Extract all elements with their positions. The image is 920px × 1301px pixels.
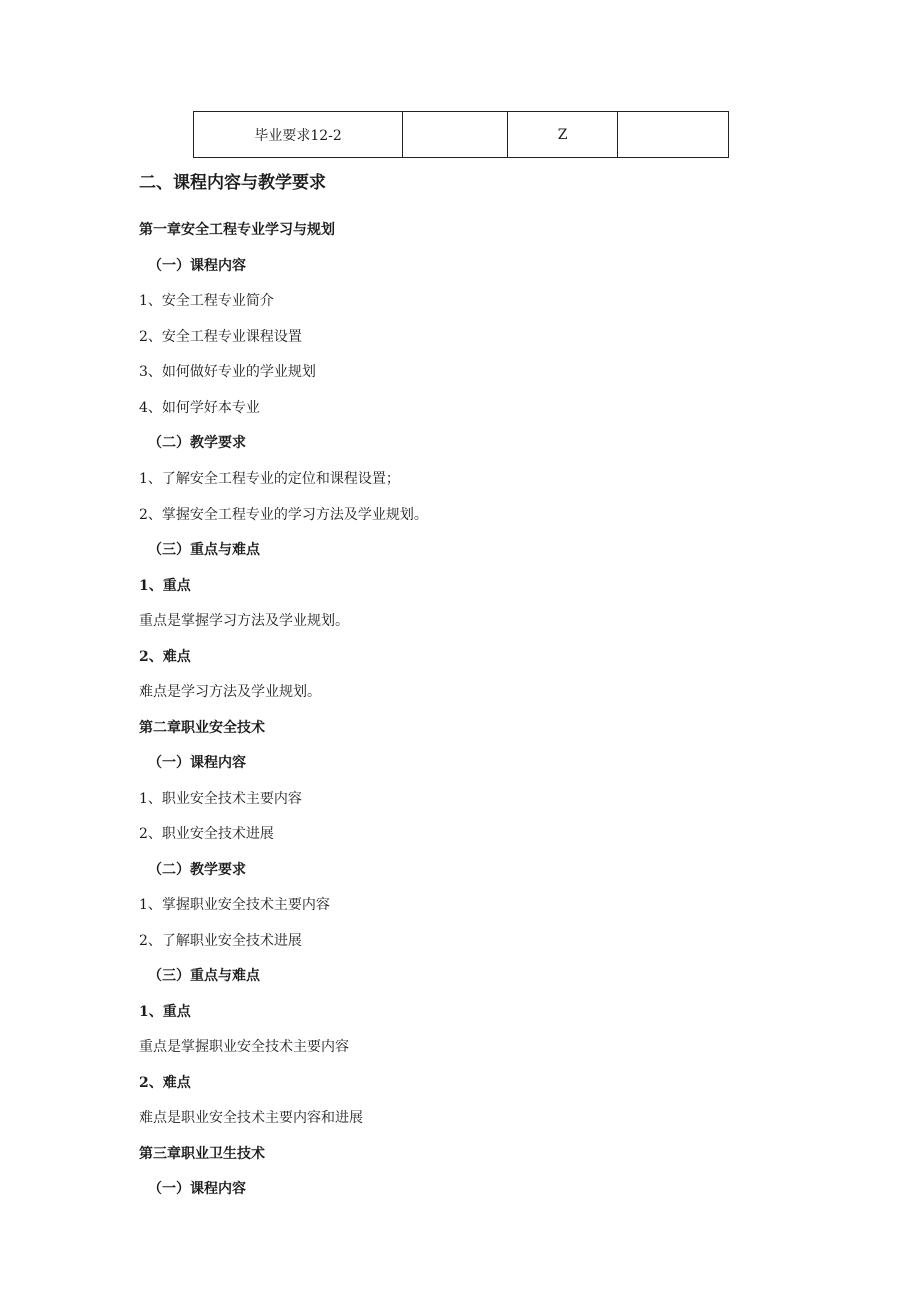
body-line: 2、了解职业安全技术进展 <box>139 933 302 949</box>
heading-line: 1、重点 <box>139 578 191 594</box>
requirements-table <box>193 111 729 158</box>
heading-line: （三）重点与难点 <box>148 542 260 558</box>
body-line: 2、掌握安全工程专业的学习方法及学业规划。 <box>139 507 428 523</box>
body-line: 1、职业安全技术主要内容 <box>139 791 302 807</box>
body-line: 难点是职业安全技术主要内容和进展 <box>139 1110 363 1126</box>
heading-line: （三）重点与难点 <box>148 968 260 984</box>
heading-line: （二）教学要求 <box>148 435 246 451</box>
table-row <box>194 112 729 158</box>
requirements-table-wrap <box>193 111 729 158</box>
heading-line: 第三章职业卫生技术 <box>139 1146 265 1162</box>
body-line: 重点是掌握学习方法及学业规划。 <box>139 613 349 629</box>
body-line: 难点是学习方法及学业规划。 <box>139 684 321 700</box>
heading-line: （一）课程内容 <box>148 258 246 274</box>
heading-line: 2、难点 <box>139 649 191 665</box>
section-title: 二、课程内容与教学要求 <box>139 173 326 193</box>
table-cell <box>618 112 729 158</box>
heading-line: （一）课程内容 <box>148 755 246 771</box>
body-line: 1、安全工程专业简介 <box>139 293 274 309</box>
heading-line: （二）教学要求 <box>148 862 246 878</box>
table-cell: Z <box>508 112 618 158</box>
body-line: 1、了解安全工程专业的定位和课程设置； <box>139 471 400 487</box>
heading-line: 2、难点 <box>139 1075 191 1091</box>
body-line: 4、如何学好本专业 <box>139 400 260 416</box>
heading-line: （一）课程内容 <box>148 1181 246 1197</box>
heading-line: 第一章安全工程专业学习与规划 <box>139 222 335 238</box>
body-line: 重点是掌握职业安全技术主要内容 <box>139 1039 349 1055</box>
body-line: 3、如何做好专业的学业规划 <box>139 364 316 380</box>
heading-line: 第二章职业安全技术 <box>139 720 265 736</box>
table-cell <box>403 112 508 158</box>
body-line: 2、职业安全技术进展 <box>139 826 274 842</box>
body-line: 1、掌握职业安全技术主要内容 <box>139 897 330 913</box>
table-cell: 毕业要求12-2 <box>194 112 403 158</box>
heading-line: 1、重点 <box>139 1004 191 1020</box>
body-line: 2、安全工程专业课程设置 <box>139 329 302 345</box>
